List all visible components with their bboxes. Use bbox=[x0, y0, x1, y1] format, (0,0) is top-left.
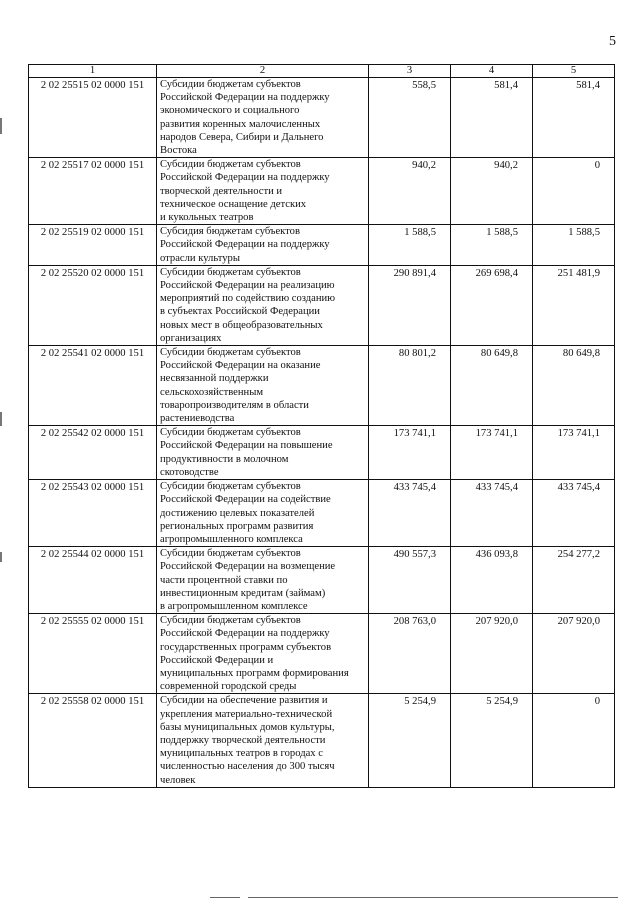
amount-cell-3: 80 801,2 bbox=[369, 346, 451, 426]
amount-cell-4: 269 698,4 bbox=[451, 265, 533, 345]
column-header-5: 5 bbox=[533, 65, 615, 78]
subsidy-table bbox=[28, 64, 615, 788]
description-line: техническое оснащение детских bbox=[160, 198, 307, 210]
description-line: человек bbox=[160, 774, 196, 786]
table-row bbox=[29, 78, 615, 158]
description-cell bbox=[157, 78, 369, 158]
amount-cell-5: 173 741,1 bbox=[533, 426, 615, 480]
table-row bbox=[29, 547, 615, 614]
amount-cell-3: 208 763,0 bbox=[369, 614, 451, 694]
description-line: поддержку творческой деятельности bbox=[160, 734, 326, 746]
description-line: Российской Федерации и bbox=[160, 654, 274, 666]
description-line: базы муниципальных домов культуры, bbox=[160, 721, 335, 733]
budget-code-cell: 2 02 25517 02 0000 151 bbox=[29, 158, 157, 225]
amount-cell-4: 1 588,5 bbox=[451, 225, 533, 266]
budget-code-cell: 2 02 25558 02 0000 151 bbox=[29, 694, 157, 787]
amount-cell-4: 940,2 bbox=[451, 158, 533, 225]
description-line: Субсидии бюджетам субъектов bbox=[160, 79, 301, 90]
page-number: 5 bbox=[609, 34, 616, 49]
table-row bbox=[29, 480, 615, 547]
description-line: отрасли культуры bbox=[160, 252, 240, 264]
description-line: Субсидии на обеспечение развития и bbox=[160, 695, 328, 707]
description-line: современной городской среды bbox=[160, 681, 297, 693]
description-line: и кукольных театров bbox=[160, 212, 254, 224]
amount-cell-3: 1 588,5 bbox=[369, 225, 451, 266]
budget-code-cell: 2 02 25541 02 0000 151 bbox=[29, 346, 157, 426]
description-line: народов Севера, Сибири и Дальнего bbox=[160, 131, 324, 143]
amount-cell-3: 433 745,4 bbox=[369, 480, 451, 547]
description-line: Субсидии бюджетам субъектов bbox=[160, 615, 301, 627]
description-line: Субсидии бюджетам субъектов bbox=[160, 266, 301, 278]
bottom-scan-mark bbox=[210, 897, 240, 898]
amount-cell-4: 207 920,0 bbox=[451, 614, 533, 694]
column-header-3: 3 bbox=[369, 65, 451, 78]
description-line: Российской Федерации на содействие bbox=[160, 494, 331, 506]
amount-cell-3: 490 557,3 bbox=[369, 547, 451, 614]
column-header-2: 2 bbox=[157, 65, 369, 78]
amount-cell-4: 433 745,4 bbox=[451, 480, 533, 547]
description-line: части процентной ставки по bbox=[160, 574, 288, 586]
description-line: в субъектах Российской Федерации bbox=[160, 306, 320, 318]
table-body bbox=[29, 78, 615, 788]
description-line: Российской Федерации на повышение bbox=[160, 440, 333, 452]
amount-cell-5: 251 481,9 bbox=[533, 265, 615, 345]
description-cell bbox=[157, 158, 369, 225]
table-row bbox=[29, 265, 615, 345]
budget-code-cell: 2 02 25544 02 0000 151 bbox=[29, 547, 157, 614]
amount-cell-3: 940,2 bbox=[369, 158, 451, 225]
description-line: региональных программ развития bbox=[160, 520, 314, 532]
amount-cell-3: 558,5 bbox=[369, 78, 451, 158]
description-line: развития коренных малочисленных bbox=[160, 118, 321, 130]
amount-cell-5: 433 745,4 bbox=[533, 480, 615, 547]
description-cell bbox=[157, 694, 369, 787]
bottom-scan-mark bbox=[248, 897, 618, 898]
amount-cell-3: 5 254,9 bbox=[369, 694, 451, 787]
description-line: государственных программ субъектов bbox=[160, 641, 332, 653]
table-row bbox=[29, 426, 615, 480]
budget-code-cell: 2 02 25555 02 0000 151 bbox=[29, 614, 157, 694]
left-edge-mark bbox=[0, 118, 2, 134]
description-line: Российской Федерации на поддержку bbox=[160, 172, 330, 184]
table-row bbox=[29, 614, 615, 694]
description-line: новых мест в общеобразовательных bbox=[160, 319, 323, 331]
table-header-row bbox=[29, 65, 615, 78]
amount-cell-5: 80 649,8 bbox=[533, 346, 615, 426]
amount-cell-4: 5 254,9 bbox=[451, 694, 533, 787]
description-line: мероприятий по содействию созданию bbox=[160, 293, 336, 305]
description-cell bbox=[157, 547, 369, 614]
column-header-4: 4 bbox=[451, 65, 533, 78]
description-line: муниципальных театров в городах с bbox=[160, 748, 323, 760]
description-line: организациях bbox=[160, 332, 222, 344]
description-cell bbox=[157, 426, 369, 480]
budget-code-cell: 2 02 25515 02 0000 151 bbox=[29, 78, 157, 158]
description-line: Субсидии бюджетам субъектов bbox=[160, 427, 301, 439]
amount-cell-4: 80 649,8 bbox=[451, 346, 533, 426]
amount-cell-5: 0 bbox=[533, 694, 615, 787]
amount-cell-5: 0 bbox=[533, 158, 615, 225]
description-line: продуктивности в молочном bbox=[160, 453, 289, 465]
budget-code-cell: 2 02 25543 02 0000 151 bbox=[29, 480, 157, 547]
amount-cell-5: 207 920,0 bbox=[533, 614, 615, 694]
table-row bbox=[29, 225, 615, 266]
description-cell bbox=[157, 225, 369, 266]
amount-cell-5: 581,4 bbox=[533, 78, 615, 158]
description-line: достижению целевых показателей bbox=[160, 507, 315, 519]
description-line: Субсидии бюджетам субъектов bbox=[160, 159, 301, 171]
description-line: агропромышленного комплекса bbox=[160, 533, 303, 545]
description-cell bbox=[157, 346, 369, 426]
description-line: экономического и социального bbox=[160, 105, 300, 117]
description-line: несвязанной поддержки bbox=[160, 373, 269, 385]
amount-cell-3: 290 891,4 bbox=[369, 265, 451, 345]
amount-cell-5: 254 277,2 bbox=[533, 547, 615, 614]
description-line: товаропроизводителям в области bbox=[160, 399, 309, 411]
amount-cell-4: 436 093,8 bbox=[451, 547, 533, 614]
description-line: Субсидии бюджетам субъектов bbox=[160, 548, 301, 560]
left-edge-mark bbox=[0, 552, 2, 562]
budget-code-cell: 2 02 25520 02 0000 151 bbox=[29, 265, 157, 345]
description-line: Российской Федерации на оказание bbox=[160, 360, 321, 372]
table-row bbox=[29, 346, 615, 426]
description-line: творческой деятельности и bbox=[160, 185, 283, 197]
description-line: в агропромышленном комплексе bbox=[160, 600, 308, 612]
table-row bbox=[29, 694, 615, 787]
description-line: растениеводства bbox=[160, 413, 235, 425]
description-line: численностью населения до 300 тысяч bbox=[160, 761, 335, 773]
budget-code-cell: 2 02 25542 02 0000 151 bbox=[29, 426, 157, 480]
description-line: Российской Федерации на реализацию bbox=[160, 280, 335, 292]
description-cell bbox=[157, 480, 369, 547]
description-line: муниципальных программ формирования bbox=[160, 667, 349, 679]
description-cell bbox=[157, 614, 369, 694]
description-line: Субсидии бюджетам субъектов bbox=[160, 481, 301, 493]
description-line: Российской Федерации на возмещение bbox=[160, 561, 336, 573]
description-cell bbox=[157, 265, 369, 345]
left-edge-mark bbox=[0, 412, 2, 426]
description-line: Российской Федерации на поддержку bbox=[160, 92, 330, 104]
description-line: укрепления материально-технической bbox=[160, 708, 333, 720]
description-line: Востока bbox=[160, 145, 197, 157]
description-line: скотоводстве bbox=[160, 466, 219, 478]
description-line: инвестиционным кредитам (займам) bbox=[160, 587, 326, 599]
description-line: Российской Федерации на поддержку bbox=[160, 628, 330, 640]
description-line: Российской Федерации на поддержку bbox=[160, 239, 330, 251]
amount-cell-3: 173 741,1 bbox=[369, 426, 451, 480]
column-header-1: 1 bbox=[29, 65, 157, 78]
description-line: Субсидии бюджетам субъектов bbox=[160, 347, 301, 359]
amount-cell-4: 173 741,1 bbox=[451, 426, 533, 480]
amount-cell-5: 1 588,5 bbox=[533, 225, 615, 266]
budget-code-cell: 2 02 25519 02 0000 151 bbox=[29, 225, 157, 266]
amount-cell-4: 581,4 bbox=[451, 78, 533, 158]
table-row bbox=[29, 158, 615, 225]
description-line: сельскохозяйственным bbox=[160, 386, 264, 398]
description-line: Субсидия бюджетам субъектов bbox=[160, 226, 300, 238]
